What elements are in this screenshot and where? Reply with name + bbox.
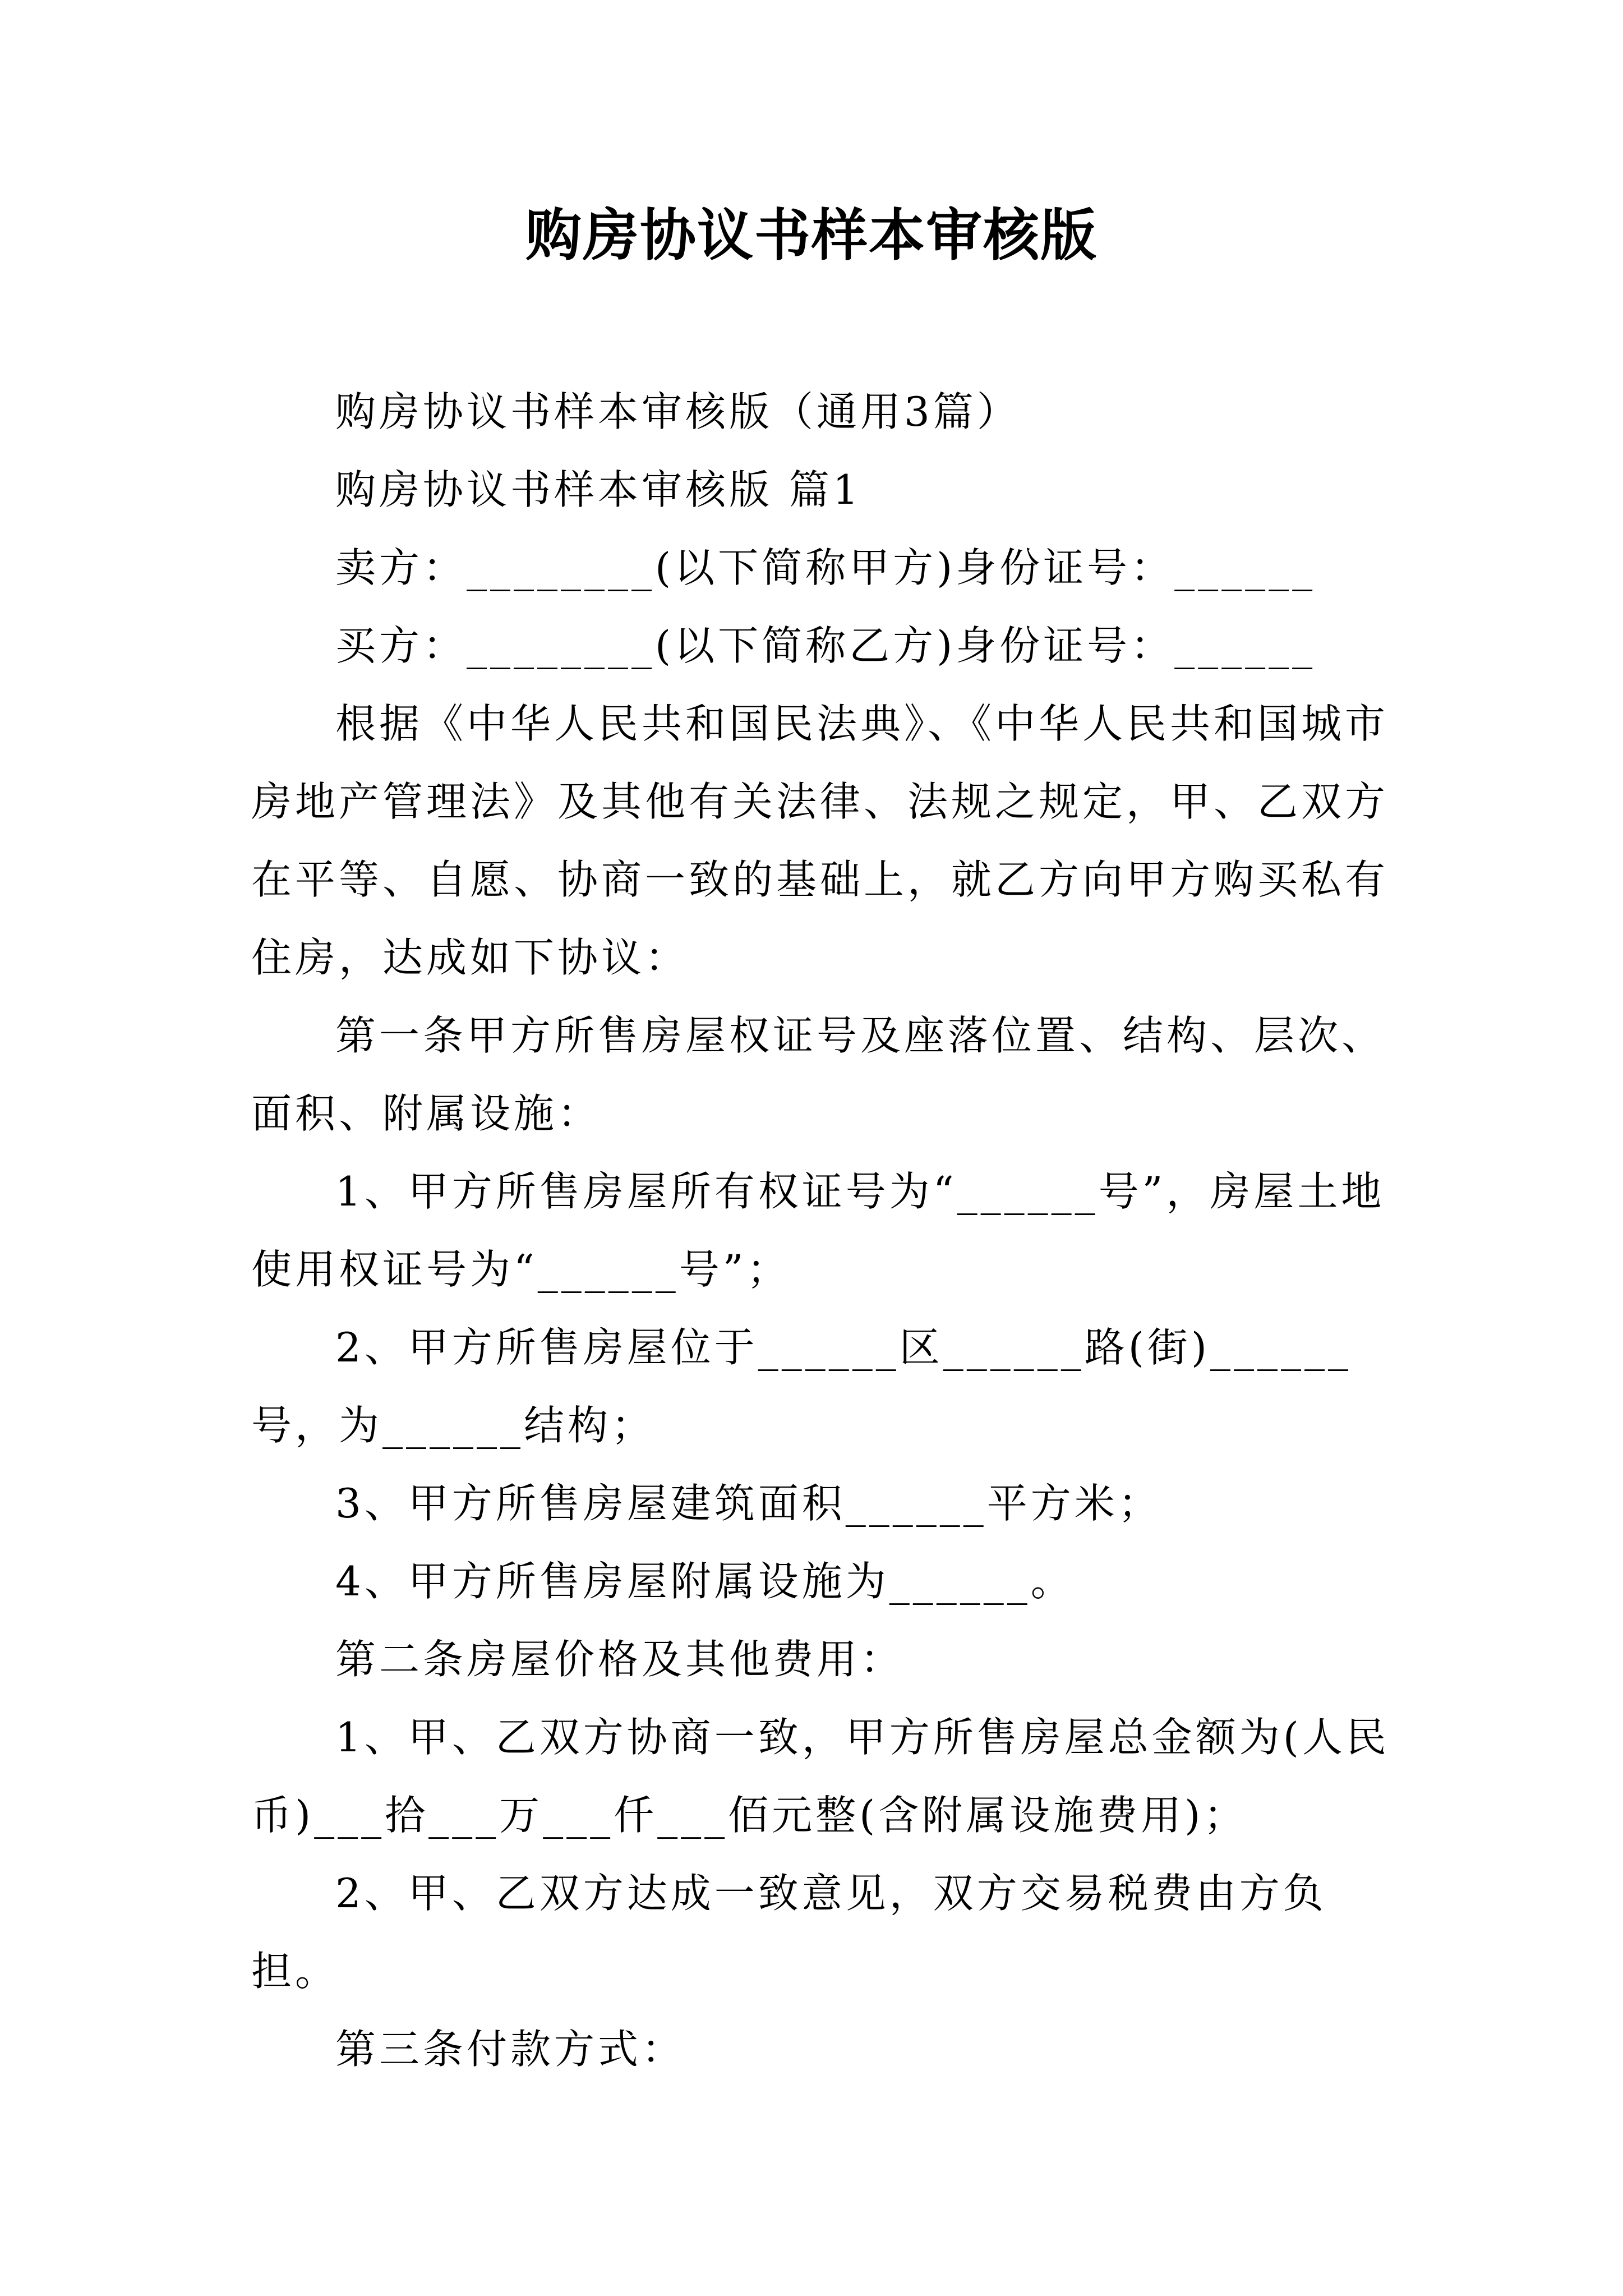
- section-heading: 购房协议书样本审核版 篇1: [335, 466, 862, 513]
- article-2-item-2: 2、甲、乙双方达成一致意见，双方交易税费由方负担。: [251, 1870, 1327, 1995]
- article-2-heading: 第二条房屋价格及其他费用：: [335, 1636, 905, 1683]
- document-title: 购房协议书样本审核版: [525, 203, 1098, 268]
- article-1-heading: 第一条甲方所售房屋权证号及座落位置、结构、层次、面积、附属设施：: [251, 1012, 1386, 1137]
- preamble-paragraph: 根据《中华人民共和国民法典》、《中华人民共和国城市房地产管理法》及其他有关法律、法规之规定，甲、乙双方在平等、自愿、协商一致的基础上，就乙方向甲方购买私有住房，达成如下协议：: [251, 700, 1389, 981]
- seller-line: 卖方：________(以下简称甲方)身份证号：______: [335, 544, 1316, 591]
- subtitle-paragraph: 购房协议书样本审核版（通用3篇）: [335, 388, 1021, 435]
- article-3-heading: 第三条付款方式：: [335, 2026, 686, 2073]
- document-body: [251, 373, 1401, 2088]
- article-1-item-4: 4、甲方所售房屋附属设施为______。: [335, 1558, 1075, 1605]
- article-2-item-1: 1、甲、乙双方协商一致，甲方所售房屋总金额为(人民币)___拾___万___仟___佰元整(含附属设施费用)；: [251, 1714, 1390, 1839]
- article-1-item-2: 2、甲方所售房屋位于______区______路(街)______号，为______结构；: [251, 1324, 1352, 1449]
- article-1-item-1: 1、甲方所售房屋所有权证号为“______号”，房屋土地使用权证号为“______号”；: [251, 1168, 1385, 1293]
- article-1-item-3: 3、甲方所售房屋建筑面积______平方米；: [335, 1480, 1162, 1527]
- buyer-line: 买方：________(以下简称乙方)身份证号：______: [335, 622, 1316, 669]
